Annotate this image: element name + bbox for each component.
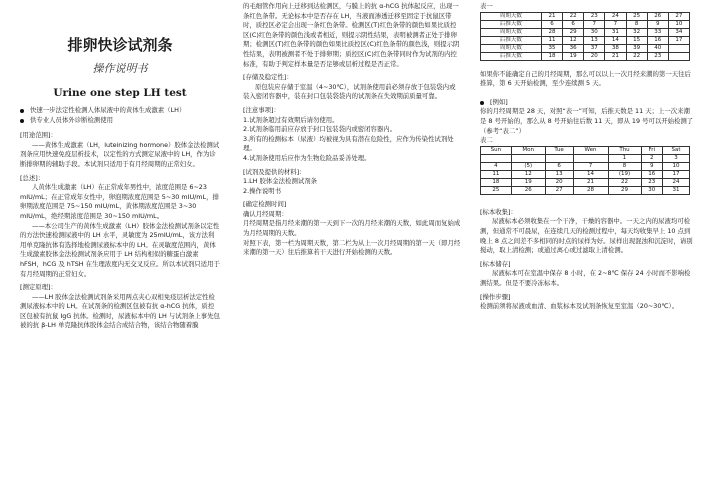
table-cell: 36 bbox=[563, 44, 584, 52]
paragraph: 原包装应存储于室温（4~30℃），试剂条使用前必须存放于包装袋内或装入密闭容器中，装在封口包装袋袋内的试剂条在失效期前质量可靠。 bbox=[243, 82, 456, 101]
table-cell: 35 bbox=[541, 44, 562, 52]
table-row bbox=[481, 12, 690, 20]
table-cell: 23 bbox=[641, 178, 662, 186]
table-cell: 6 bbox=[563, 20, 584, 28]
table-cell: 17 bbox=[663, 170, 690, 178]
table-cell: 9 bbox=[641, 162, 662, 170]
table-cell bbox=[668, 44, 689, 52]
table-cell: 2 bbox=[641, 154, 662, 162]
table-cell bbox=[573, 154, 608, 162]
paragraph: [确定检测时间] bbox=[243, 200, 287, 209]
table-cell: 4 bbox=[481, 162, 512, 170]
bullet-icon bbox=[480, 101, 484, 105]
paragraph: [存储及稳定性]： bbox=[243, 73, 293, 82]
table-cell: 14 bbox=[573, 170, 608, 178]
table-cell: 23 bbox=[647, 52, 668, 60]
table-cell: 14 bbox=[605, 36, 626, 44]
paragraph: 1.LH 胶体金法检测试剂条 bbox=[243, 177, 318, 186]
bullet-icon bbox=[20, 119, 24, 123]
paragraph: 确认月经周期： bbox=[243, 209, 288, 218]
bullet-item bbox=[20, 116, 220, 126]
row-label: 后推天数 bbox=[481, 20, 542, 28]
column-header: Mon bbox=[511, 146, 545, 154]
table-row bbox=[481, 170, 690, 178]
table-cell: 31 bbox=[605, 28, 626, 36]
paragraph: 的毛细管作用向上迁移到达检测区，与膜上的抗 α-hCG 抗体起反应，出现一条红色条带。无论标本中是否存在 LH，当液面渗透迁移至固定于抗鼠区带时，质控区必定会出现一条红色条带。检测区(T)红色条带的颜色如果比质控区(C)红色条带的颜色浅或者相近，则提示阴性结果，表明被测者正处于排卵期；检测区(T)红色条带的颜色如果比质控区(C)红色条带的颜色浅，则提示阴性结果，表明被测者不处于排卵期；质控区(C)红色条带同时作为试剂的内控标准，有助于判定样本量是否足够或层析过程是否正常。 bbox=[243, 2, 460, 68]
paragraph: 尿液标本必须收集在一个干净，干燥的容器中。一天之内的尿液均可检测，但通常不可晨尿，在连续几天的检测过程中，每天均收集早上 10 点到晚上 8 点之间差不多相同的时点的尿样为好。尿样出现混浊和沉淀时，请别搅动，取上清检测；或通过离心或过滤取上清检测。 bbox=[480, 217, 693, 255]
paragraph: [测定原理]： bbox=[20, 283, 57, 292]
table-cell: 21 bbox=[605, 52, 626, 60]
table-cell: 3 bbox=[663, 154, 690, 162]
table-cell: 38 bbox=[605, 44, 626, 52]
english-title: Urine one step LH test bbox=[53, 87, 187, 99]
table-cell: 31 bbox=[663, 186, 690, 194]
column-header: Sun bbox=[481, 146, 512, 154]
table-cell: 30 bbox=[584, 28, 605, 36]
column-middle-body bbox=[243, 2, 461, 258]
paragraph: ——LH 胶体金法检测试剂条采用两点夹心双相免疫层析法定性检测尿液标本中的 LH。在试剂条的检测区包被有抗 α-hCG 抗体，质控区包被有抗鼠 IgG 抗体。检测时，尿液标本中的 LH 与试剂条上事先包被的抗 β-LH 单克隆抗体胶体金结合成结合物，该结合物随着膜 bbox=[20, 292, 220, 330]
table-cell: 19 bbox=[511, 178, 545, 186]
table-cell: 7 bbox=[584, 20, 605, 28]
table-cell: 27 bbox=[545, 186, 573, 194]
example-heading-row bbox=[480, 98, 694, 108]
table2-caption: 表二 bbox=[480, 136, 493, 145]
table-cell: 24 bbox=[663, 178, 690, 186]
row-label: 后推天数 bbox=[481, 52, 542, 60]
table-cell: 40 bbox=[647, 44, 668, 52]
table-cell: 13 bbox=[545, 170, 573, 178]
column-header: Tue bbox=[545, 146, 573, 154]
column-right bbox=[480, 2, 694, 312]
paragraph: 4.试剂条使用后应作为生物危险品妥善处理。 bbox=[243, 153, 371, 162]
document-subtitle: 操作说明书 bbox=[92, 62, 148, 75]
table-cell: (5) bbox=[511, 162, 545, 170]
paragraph: 月经周期是指月经来潮的第一天到下一次的月经来潮的天数，如此周而复始成为月经周期的天数。 bbox=[243, 219, 461, 238]
table-cell: 11 bbox=[541, 36, 562, 44]
table-cell: 11 bbox=[481, 170, 512, 178]
paragraph: [标本收集]： bbox=[480, 207, 517, 216]
table-row bbox=[481, 186, 690, 194]
table-cell: 22 bbox=[563, 12, 584, 20]
table-cell: 26 bbox=[511, 186, 545, 194]
column-left bbox=[20, 0, 220, 331]
table-row bbox=[481, 44, 690, 52]
table1-caption: 表一 bbox=[480, 2, 493, 10]
bullet-icon bbox=[20, 109, 24, 113]
row-label: 周期天数 bbox=[481, 12, 542, 20]
table-cell: 34 bbox=[668, 28, 689, 36]
table-cell: 18 bbox=[541, 52, 562, 60]
row-label: 后推天数 bbox=[481, 36, 542, 44]
table-cell bbox=[545, 154, 573, 162]
table-cell: 29 bbox=[563, 28, 584, 36]
table-cell: 21 bbox=[541, 12, 562, 20]
table-cell bbox=[481, 154, 512, 162]
table-cell: 17 bbox=[668, 36, 689, 44]
example-text: 你的月经周期是 28 天，对照“表一”可知，后推天数是 11 天；上一次来潮是 8 号开始的，那么从 8 号开始往后数 11 天，即从 19 号可以开始检测了（参考“表二”） bbox=[480, 107, 694, 135]
column-header: Thu bbox=[608, 146, 641, 154]
bullet-text: 供专业人员体外诊断检测使用 bbox=[30, 115, 114, 124]
table-cell: 32 bbox=[626, 28, 647, 36]
table-row bbox=[481, 52, 690, 60]
table-cell: 10 bbox=[668, 20, 689, 28]
table-cell: 1 bbox=[608, 154, 641, 162]
table-row bbox=[481, 162, 690, 170]
bullet-item bbox=[20, 106, 220, 116]
table-cell: 13 bbox=[584, 36, 605, 44]
table-cell: 25 bbox=[626, 12, 647, 20]
table-cell: 39 bbox=[626, 44, 647, 52]
table-cell: 8 bbox=[608, 162, 641, 170]
table-cell: 28 bbox=[541, 28, 562, 36]
paragraph: 检测前须将尿液或血清、血浆标本及试剂条恢复至室温（20~30℃）。 bbox=[480, 302, 679, 311]
paragraph: [操作步骤] bbox=[480, 292, 511, 301]
table-cell: 30 bbox=[641, 186, 662, 194]
paragraph: 人黄体生成激素（LH）在正常成年男性中，浓度范围是 6~23 mIU/mL；在正常成年女性中，卵泡期浓度范围是 5~30 mIU/mL，排卵期浓度范围是 75~150 mIU/mL，黄体期浓度范围是 3~30 mIU/mL，绝经期浓度范围是 30~150 mIU/mL。 bbox=[20, 183, 219, 220]
paragraph: 对照下表，第一栏为周期天数，第二栏为从上一次月经周期的第一天（即月经来潮的第一天）往后推算若干天进行开始检测的天数。 bbox=[243, 238, 461, 257]
table-cell: 16 bbox=[647, 36, 668, 44]
table-cell: 12 bbox=[511, 170, 545, 178]
table-cell: 22 bbox=[608, 178, 641, 186]
table-cell: 10 bbox=[663, 162, 690, 170]
column-left-body bbox=[20, 131, 220, 331]
table-cell: 6 bbox=[545, 162, 573, 170]
paragraph: [标本储存] bbox=[480, 259, 511, 268]
table-cell: 37 bbox=[584, 44, 605, 52]
bullet-text: 快速一步法定性检测人体尿液中的黄体生成激素（LH） bbox=[30, 106, 186, 114]
table-cell: 26 bbox=[647, 12, 668, 20]
table-header-row bbox=[481, 146, 690, 154]
column-header: Sat bbox=[663, 146, 690, 154]
example-heading: [例如] bbox=[490, 97, 508, 106]
table-row bbox=[481, 154, 690, 162]
paragraph: ——黄体生成激素（LH，luteinizing hormone）胶体金法检测试剂条应用快速免疫层析技术，以定性的方式测定尿液中的 LH，作为诊断排卵期的辅助手段。本试剂只适用于有月经周期的正常妇女。 bbox=[20, 140, 220, 168]
table-cell: 25 bbox=[481, 186, 512, 194]
table-cell: 9 bbox=[647, 20, 668, 28]
paragraph: 2.操作说明书 bbox=[243, 186, 282, 195]
table-cell bbox=[511, 154, 545, 162]
table-cell: 24 bbox=[605, 12, 626, 20]
column-header: Wen bbox=[573, 146, 608, 154]
column-right-body bbox=[480, 208, 694, 312]
table-cell: 15 bbox=[626, 36, 647, 44]
paragraph: [用途范围]： bbox=[20, 131, 57, 140]
table-row bbox=[481, 20, 690, 28]
table-cell: 33 bbox=[647, 28, 668, 36]
column-header: Fri bbox=[641, 146, 662, 154]
table-cell bbox=[668, 52, 689, 60]
table-cell: 16 bbox=[641, 170, 662, 178]
table-cell: 29 bbox=[608, 186, 641, 194]
document-title: 排卵快诊试剂条 bbox=[67, 36, 173, 54]
paragraph: ——本公司生产的黄体生成激素（LH）胶体金法检测试剂条以定性的方法快速检测尿液中的 LH 水平，灵敏度为 25mIU/mL，该方法利用单克隆抗体有选择地检测尿液标本中的 LH。在灵敏度范围内，黄体生成激素胶体金法检测试剂条应用于 LH 结构相似的糖蛋白激素 hFSH，hCG 及 hTSH 在生理浓度内无交叉反应。所以本试剂只适用于有月经周期的正常妇女。 bbox=[20, 221, 220, 278]
table-cell: 12 bbox=[563, 36, 584, 44]
table-cell: 27 bbox=[668, 12, 689, 20]
table-cell: 7 bbox=[573, 162, 608, 170]
row-label: 周期天数 bbox=[481, 44, 542, 52]
paragraph: 2.试剂条临用前应存放于封口包装袋内或密闭容器内。 bbox=[243, 125, 397, 134]
row-label: 周期天数 bbox=[481, 28, 542, 36]
bullet-list bbox=[20, 106, 220, 125]
uncertain-cycle-note: 如果你不能确定自己的月经周期，那么可以以上一次月经来潮的第一天往后推算，第 6 天开始检测，至少连续测 5 天。 bbox=[480, 69, 691, 88]
calendar-table bbox=[480, 146, 690, 195]
cycle-days-table bbox=[480, 12, 690, 61]
paragraph: 1.试剂条超过有效期后请勿使用。 bbox=[243, 115, 339, 124]
paragraph: [注意事项]： bbox=[243, 105, 280, 114]
table-cell: 22 bbox=[626, 52, 647, 60]
paragraph: [试剂及提供的材料]： bbox=[243, 167, 306, 176]
table-cell: 6 bbox=[541, 20, 562, 28]
table-cell: (19) bbox=[608, 170, 641, 178]
table-row bbox=[481, 36, 690, 44]
table-cell: 21 bbox=[573, 178, 608, 186]
column-middle bbox=[243, 2, 461, 258]
table-cell: 8 bbox=[626, 20, 647, 28]
paragraph: 尿液标本可在室温中保存 8 小时，在 2~8℃ 保存 24 小时而不影响检测结果。但是不要冷冻标本。 bbox=[480, 269, 691, 287]
table-cell: 18 bbox=[481, 178, 512, 186]
table-cell: 19 bbox=[563, 52, 584, 60]
paragraph: [总述]： bbox=[20, 173, 45, 182]
table-row bbox=[481, 28, 690, 36]
table-row bbox=[481, 178, 690, 186]
table-cell: 7 bbox=[605, 20, 626, 28]
table-cell: 20 bbox=[584, 52, 605, 60]
paragraph: 3.所有的检测标本（尿液）均被视为具有潜在危险性，应作为传染性试剂处理。 bbox=[243, 134, 454, 153]
table-cell: 23 bbox=[584, 12, 605, 20]
table-cell: 28 bbox=[573, 186, 608, 194]
table-cell: 20 bbox=[545, 178, 573, 186]
